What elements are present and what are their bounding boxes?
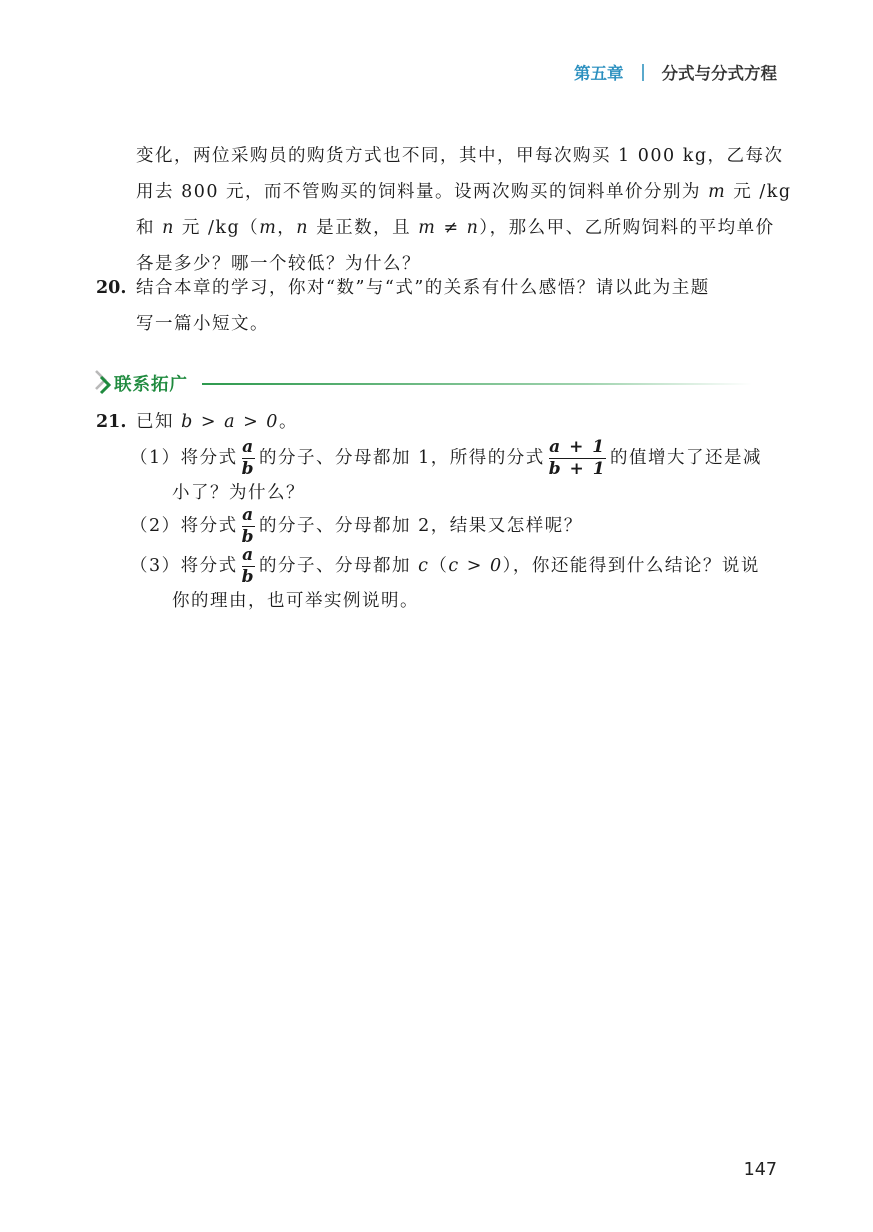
q21-number: 21. xyxy=(96,412,127,432)
section-heading xyxy=(92,368,752,398)
q20-number: 20. xyxy=(96,278,127,298)
header-divider xyxy=(642,64,644,81)
q20-line-2: 写一篇小短文。 xyxy=(136,314,269,334)
q19-continuation xyxy=(136,138,792,282)
q19-line-1: 变化，两位采购员的购货方式也不同，其中，甲每次购买 1 000 kg，乙每次 xyxy=(136,146,784,166)
section-title: 联系拓广 xyxy=(114,374,188,395)
chevron-icon xyxy=(92,368,112,398)
q19-line-2: 用去 800 元，而不管购买的饲料量。设两次购买的饲料单价分别为 m 元 /kg xyxy=(136,182,792,202)
fraction-a-over-b: $\frac{a}{b}$ xyxy=(241,505,256,548)
q21-condition: b > a > 0 xyxy=(181,412,279,432)
fraction-a-over-b: $\frac{a}{b}$ xyxy=(241,545,256,588)
q21-part-3-line-2: 你的理由，也可举实例说明。 xyxy=(172,591,419,611)
q21-part-3-line-1: （3）将分式 $\frac{a}{b}$ 的分子、分母都加 c（c > 0），你还能得到什么结论？说说 xyxy=(130,545,760,588)
q21-part-1-line-2: 小了？为什么？ xyxy=(172,483,305,503)
q21-part-2: （2）将分式 $\frac{a}{b}$ 的分子、分母都加 2，结果又怎样呢？ xyxy=(130,505,583,548)
chapter-title: 分式与分式方程 xyxy=(661,64,777,83)
q20-line-1: 结合本章的学习，你对“数”与“式”的关系有什么感悟？请以此为主题 xyxy=(136,278,710,298)
q21-part-1-line-1: （1）将分式 $\frac{a}{b}$ 的分子、分母都加 1，所得的分式 $\frac{a + 1}{b + 1}$ 的值增大了还是减 xyxy=(130,437,763,480)
chapter-label: 第五章 xyxy=(574,64,624,83)
section-rule xyxy=(202,383,752,385)
q21-stem: 已知 b > a > 0。 xyxy=(136,412,298,432)
q19-line-4: 各是多少？哪一个较低？为什么？ xyxy=(136,254,421,274)
q19-line-3: 和 n 元 /kg（m，n 是正数，且 m ≠ n），那么甲、乙所购饲料的平均单价 xyxy=(136,218,775,238)
q20-text xyxy=(136,270,776,342)
page-number: 147 xyxy=(743,1160,777,1180)
page-header xyxy=(574,60,777,84)
fraction-a-over-b: $\frac{a}{b}$ xyxy=(241,437,256,480)
fraction-a1-over-b1: $\frac{a + 1}{b + 1}$ xyxy=(548,437,607,480)
